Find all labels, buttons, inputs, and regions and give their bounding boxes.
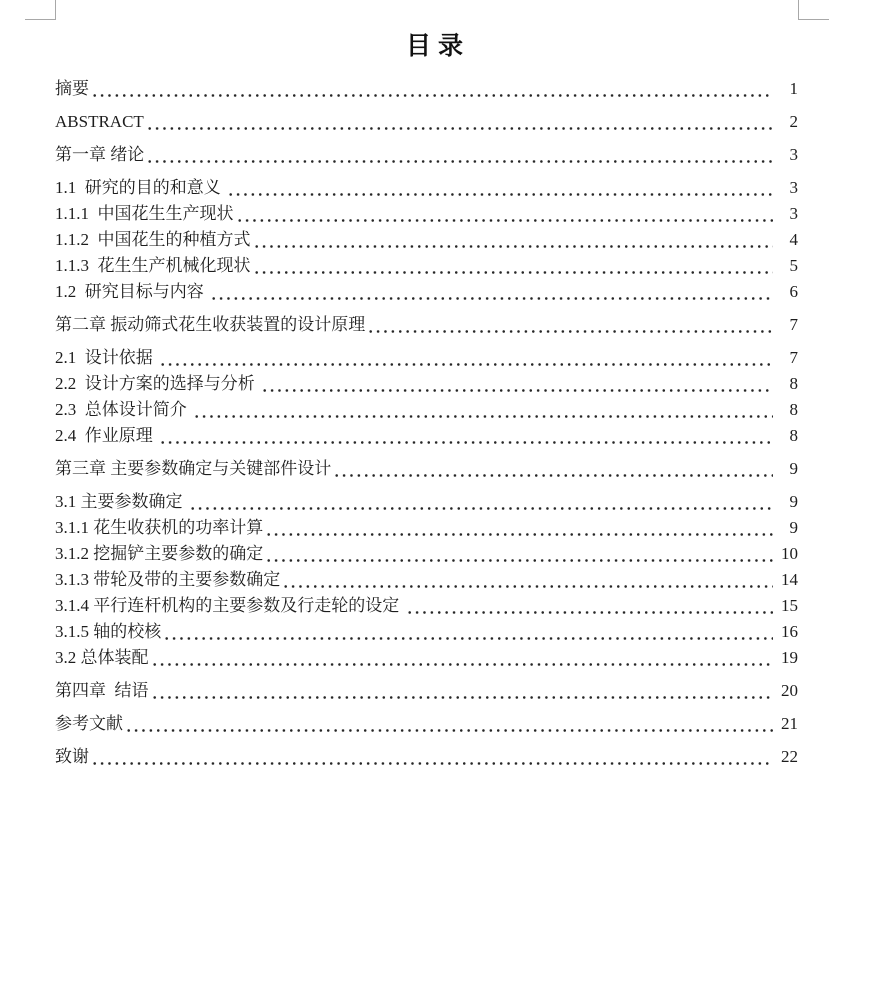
- dot-leader: [333, 456, 773, 482]
- dot-leader: [159, 423, 773, 449]
- toc-entry[interactable]: [55, 175, 798, 201]
- toc-entry[interactable]: [55, 515, 798, 541]
- toc-entry-page-number: 3: [789, 178, 798, 197]
- toc-entry[interactable]: [55, 456, 798, 482]
- toc-entry[interactable]: [55, 744, 798, 770]
- toc-entry-label: 2.4 作业原理: [55, 426, 157, 445]
- toc-entry-label: ABSTRACT: [55, 112, 144, 131]
- toc-entry[interactable]: [55, 253, 798, 279]
- page-title: 目录: [405, 33, 470, 60]
- toc-entry-page-number: 3: [789, 204, 798, 223]
- toc-entry[interactable]: [55, 423, 798, 449]
- toc-entry-page-number: 16: [781, 622, 798, 641]
- toc-entry-label: 1.1.3 花生生产机械化现状: [55, 256, 251, 275]
- toc-entry-label: 3.1.2 挖掘铲主要参数的确定: [55, 544, 264, 563]
- dot-leader: [193, 397, 773, 423]
- dot-leader: [91, 744, 773, 770]
- toc-entry-label: 第二章 振动筛式花生收获装置的设计原理: [55, 315, 366, 334]
- toc-entry-page-number: 6: [789, 282, 798, 301]
- dot-leader: [265, 541, 773, 567]
- toc-entry[interactable]: [55, 312, 798, 338]
- dot-leader: [253, 227, 774, 253]
- toc-entry-label: 1.2 研究目标与内容: [55, 282, 208, 301]
- toc-entry[interactable]: [55, 76, 798, 102]
- dot-leader: [146, 109, 773, 135]
- toc-entry[interactable]: [55, 142, 798, 168]
- toc-entry-page-number: 3: [789, 145, 798, 164]
- dot-leader: [406, 593, 774, 619]
- toc-entry-page-number: 7: [789, 315, 798, 334]
- toc-entry-label: 3.1.5 轴的校核: [55, 622, 162, 641]
- toc-entry[interactable]: [55, 201, 798, 227]
- toc-entry[interactable]: [55, 567, 798, 593]
- dot-leader: [146, 142, 773, 168]
- toc-entry-page-number: 9: [789, 492, 798, 511]
- toc-entry-label: 1.1 研究的目的和意义: [55, 178, 225, 197]
- toc-entry[interactable]: [55, 678, 798, 704]
- toc-entry-label: 第四章 结语: [55, 681, 149, 700]
- dot-leader: [159, 345, 773, 371]
- toc-entry-page-number: 10: [781, 544, 798, 563]
- toc-entry-label: 第三章 主要参数确定与关键部件设计: [55, 459, 332, 478]
- dot-leader: [236, 201, 774, 227]
- toc-entry-page-number: 15: [781, 596, 798, 615]
- toc-entry[interactable]: [55, 279, 798, 305]
- toc-entry-page-number: 4: [789, 230, 798, 249]
- toc-entry-label: 摘要: [55, 79, 89, 98]
- toc-entry-label: 2.3 总体设计简介: [55, 400, 191, 419]
- toc-entry[interactable]: [55, 371, 798, 397]
- toc-entry-page-number: 8: [789, 400, 798, 419]
- dot-leader: [151, 678, 774, 704]
- toc-entry-page-number: 7: [789, 348, 798, 367]
- toc-entry-label: 参考文献: [55, 714, 123, 733]
- dot-leader: [210, 279, 773, 305]
- toc-entry[interactable]: [55, 711, 798, 737]
- toc-entry[interactable]: [55, 489, 798, 515]
- toc-entry-label: 1.1.1 中国花生生产现状: [55, 204, 234, 223]
- dot-leader: [151, 645, 774, 671]
- toc-entry[interactable]: [55, 109, 798, 135]
- toc-entry-page-number: 20: [781, 681, 798, 700]
- dot-leader: [282, 567, 773, 593]
- toc-entry-label: 3.1 主要参数确定: [55, 492, 187, 511]
- toc-entry-page-number: 1: [789, 79, 798, 98]
- toc-entries: [0, 76, 869, 770]
- toc-entry-page-number: 8: [789, 374, 798, 393]
- dot-leader: [367, 312, 773, 338]
- toc-entry-page-number: 2: [789, 112, 798, 131]
- toc-entry-page-number: 21: [781, 714, 798, 733]
- dot-leader: [125, 711, 773, 737]
- toc-entry-label: 3.1.1 花生收获机的功率计算: [55, 518, 264, 537]
- toc-entry[interactable]: [55, 541, 798, 567]
- toc-entry[interactable]: [55, 593, 798, 619]
- toc-entry-page-number: 9: [789, 518, 798, 537]
- toc-entry-page-number: 19: [781, 648, 798, 667]
- toc-entry-label: 致谢: [55, 747, 89, 766]
- dot-leader: [227, 175, 773, 201]
- dot-leader: [265, 515, 773, 541]
- toc-entry-page-number: 5: [789, 256, 798, 275]
- toc-entry-page-number: 14: [781, 570, 798, 589]
- toc-entry-label: 1.1.2 中国花生的种植方式: [55, 230, 251, 249]
- toc-entry-label: 第一章 绪论: [55, 145, 145, 164]
- dot-leader: [91, 76, 773, 102]
- dot-leader: [163, 619, 773, 645]
- toc-entry[interactable]: [55, 345, 798, 371]
- dot-leader: [189, 489, 773, 515]
- dot-leader: [253, 253, 774, 279]
- toc-entry[interactable]: [55, 645, 798, 671]
- toc-entry-page-number: 22: [781, 747, 798, 766]
- toc-entry-page-number: 9: [789, 459, 798, 478]
- toc-entry-page-number: 8: [789, 426, 798, 445]
- dot-leader: [261, 371, 773, 397]
- toc-entry-label: 3.1.3 带轮及带的主要参数确定: [55, 570, 281, 589]
- toc-entry-label: 2.1 设计依据: [55, 348, 157, 367]
- toc-entry-label: 3.2 总体装配: [55, 648, 149, 667]
- toc-entry[interactable]: [55, 227, 798, 253]
- toc-entry[interactable]: [55, 619, 798, 645]
- toc-entry-label: 3.1.4 平行连杆机构的主要参数及行走轮的设定: [55, 596, 404, 615]
- toc-entry-label: 2.2 设计方案的选择与分析: [55, 374, 259, 393]
- toc-entry[interactable]: [55, 397, 798, 423]
